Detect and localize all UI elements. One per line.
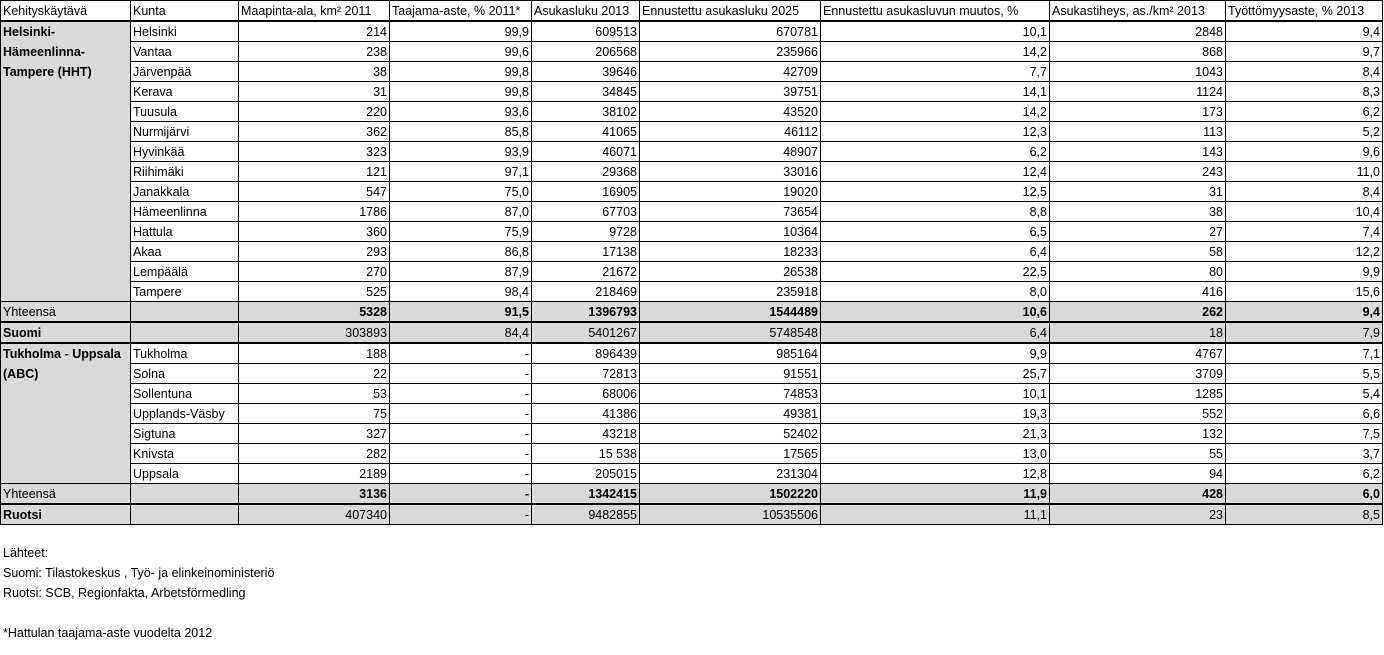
value-cell[interactable]: 74853 (640, 384, 821, 404)
municipality-cell[interactable]: Riihimäki (131, 162, 239, 182)
value-cell[interactable]: - (390, 364, 532, 384)
value-cell[interactable]: 670781 (640, 21, 821, 42)
value-cell[interactable]: 132 (1050, 424, 1226, 444)
table-row (1, 404, 1383, 424)
value-cell[interactable]: 10,4 (1226, 202, 1383, 222)
country-cell[interactable]: 84,4 (390, 322, 532, 343)
value-cell[interactable]: 9,6 (1226, 142, 1383, 162)
value-cell[interactable]: 99,8 (390, 62, 532, 82)
value-cell[interactable]: - (390, 424, 532, 444)
municipality-cell[interactable]: Nurmijärvi (131, 122, 239, 142)
value-cell[interactable]: 1285 (1050, 384, 1226, 404)
value-cell[interactable]: 5,4 (1226, 384, 1383, 404)
country-cell[interactable]: - (390, 504, 532, 525)
country-cell[interactable]: 7,9 (1226, 322, 1383, 343)
value-cell[interactable]: 18233 (640, 242, 821, 262)
value-cell[interactable]: 75 (239, 404, 390, 424)
value-cell[interactable]: 3,7 (1226, 444, 1383, 464)
total-label[interactable]: Yhteensä (1, 484, 131, 505)
value-cell[interactable]: 85,8 (390, 122, 532, 142)
column-header[interactable]: Kunta (131, 1, 239, 22)
value-cell[interactable]: 38102 (532, 102, 640, 122)
value-cell[interactable]: 42709 (640, 62, 821, 82)
value-cell[interactable]: 39751 (640, 82, 821, 102)
value-cell[interactable]: 4767 (1050, 343, 1226, 364)
column-header[interactable]: Taajama-aste, % 2011* (390, 1, 532, 22)
column-header[interactable]: Kehityskäytävä (1, 1, 131, 22)
value-cell[interactable]: 17138 (532, 242, 640, 262)
value-cell[interactable]: 12,4 (821, 162, 1050, 182)
value-cell[interactable]: 55 (1050, 444, 1226, 464)
value-cell[interactable]: 8,3 (1226, 82, 1383, 102)
country-cell[interactable]: 10535506 (640, 504, 821, 525)
table-row (1, 62, 1383, 82)
notes (3, 543, 274, 643)
value-cell[interactable]: 2189 (239, 464, 390, 484)
value-cell[interactable]: 10,1 (821, 384, 1050, 404)
value-cell[interactable]: - (390, 404, 532, 424)
country-cell[interactable]: 5401267 (532, 322, 640, 343)
value-cell[interactable]: 9,4 (1226, 21, 1383, 42)
value-cell[interactable]: 87,0 (390, 202, 532, 222)
value-cell[interactable]: 896439 (532, 343, 640, 364)
value-cell[interactable]: 143 (1050, 142, 1226, 162)
municipality-cell[interactable]: Järvenpää (131, 62, 239, 82)
total-cell[interactable]: - (390, 484, 532, 505)
value-cell[interactable]: 21,3 (821, 424, 1050, 444)
value-cell[interactable]: 360 (239, 222, 390, 242)
value-cell[interactable]: 416 (1050, 282, 1226, 302)
value-cell[interactable]: 5,2 (1226, 122, 1383, 142)
value-cell[interactable]: 238 (239, 42, 390, 62)
table-row (1, 122, 1383, 142)
value-cell[interactable]: 94 (1050, 464, 1226, 484)
municipality-cell[interactable]: Tampere (131, 282, 239, 302)
value-cell[interactable]: 46071 (532, 142, 640, 162)
value-cell[interactable]: 10,1 (821, 21, 1050, 42)
table-row (1, 444, 1383, 464)
table-row (1, 142, 1383, 162)
column-header[interactable]: Ennustettu asukasluku 2025 (640, 1, 821, 22)
value-cell[interactable]: 9,9 (1226, 262, 1383, 282)
value-cell[interactable]: 1124 (1050, 82, 1226, 102)
value-cell[interactable]: 99,8 (390, 82, 532, 102)
country-cell[interactable] (131, 322, 239, 343)
value-cell[interactable]: 552 (1050, 404, 1226, 424)
value-cell[interactable]: 10364 (640, 222, 821, 242)
value-cell[interactable]: 214 (239, 21, 390, 42)
value-cell[interactable]: 206568 (532, 42, 640, 62)
value-cell[interactable]: 93,9 (390, 142, 532, 162)
value-cell[interactable]: 41386 (532, 404, 640, 424)
value-cell[interactable]: 362 (239, 122, 390, 142)
country-cell[interactable] (131, 504, 239, 525)
municipality-cell[interactable]: Helsinki (131, 21, 239, 42)
value-cell[interactable]: 13,0 (821, 444, 1050, 464)
value-cell[interactable]: 34845 (532, 82, 640, 102)
value-cell[interactable]: 49381 (640, 404, 821, 424)
municipality-cell[interactable]: Vantaa (131, 42, 239, 62)
country-cell[interactable]: 5748548 (640, 322, 821, 343)
total-cell[interactable]: 1342415 (532, 484, 640, 505)
value-cell[interactable]: 17565 (640, 444, 821, 464)
value-cell[interactable]: 72813 (532, 364, 640, 384)
column-header[interactable]: Maapinta-ala, km² 2011 (239, 1, 390, 22)
municipality-cell[interactable]: Upplands-Väsby (131, 404, 239, 424)
value-cell[interactable]: 38 (1050, 202, 1226, 222)
value-cell[interactable]: 7,4 (1226, 222, 1383, 242)
notes-spacer (3, 603, 274, 623)
value-cell[interactable]: 113 (1050, 122, 1226, 142)
value-cell[interactable]: 58 (1050, 242, 1226, 262)
total-cell[interactable]: 262 (1050, 302, 1226, 323)
value-cell[interactable]: 22,5 (821, 262, 1050, 282)
value-cell[interactable]: 16905 (532, 182, 640, 202)
table-row (1, 162, 1383, 182)
municipality-cell[interactable]: Kerava (131, 82, 239, 102)
value-cell[interactable]: 46112 (640, 122, 821, 142)
value-cell[interactable]: 6,2 (1226, 464, 1383, 484)
value-cell[interactable]: 8,8 (821, 202, 1050, 222)
total-label[interactable]: Yhteensä (1, 302, 131, 323)
total-row (1, 302, 1383, 323)
country-cell[interactable]: 11,1 (821, 504, 1050, 525)
total-cell[interactable]: 1396793 (532, 302, 640, 323)
value-cell[interactable]: 6,2 (1226, 102, 1383, 122)
source-sweden: Ruotsi: SCB, Regionfakta, Arbetsförmedling (3, 586, 246, 600)
value-cell[interactable]: 5,5 (1226, 364, 1383, 384)
table-row (1, 282, 1383, 302)
country-label[interactable]: Ruotsi (1, 504, 131, 525)
table-body (1, 1, 1383, 525)
value-cell[interactable]: 868 (1050, 42, 1226, 62)
value-cell[interactable]: 27 (1050, 222, 1226, 242)
value-cell[interactable]: 9728 (532, 222, 640, 242)
value-cell[interactable]: 53 (239, 384, 390, 404)
value-cell[interactable]: 14,1 (821, 82, 1050, 102)
value-cell[interactable]: 15 538 (532, 444, 640, 464)
municipality-cell[interactable]: Akaa (131, 242, 239, 262)
total-cell[interactable]: 11,9 (821, 484, 1050, 505)
table-row (1, 262, 1383, 282)
value-cell[interactable]: 31 (239, 82, 390, 102)
region-label[interactable]: Tukholma - Uppsala (ABC) (1, 343, 131, 484)
table-row (1, 222, 1383, 242)
footnote: *Hattulan taajama-aste vuodelta 2012 (3, 626, 213, 640)
value-cell[interactable]: 93,6 (390, 102, 532, 122)
value-cell[interactable]: 6,4 (821, 242, 1050, 262)
country-cell[interactable]: 18 (1050, 322, 1226, 343)
total-cell[interactable]: 6,0 (1226, 484, 1383, 505)
table-row (1, 182, 1383, 202)
value-cell[interactable]: 97,1 (390, 162, 532, 182)
sources-title: Lähteet: (3, 546, 49, 560)
value-cell[interactable]: 1043 (1050, 62, 1226, 82)
column-header[interactable]: Ennustettu asukasluvun muutos, % (821, 1, 1050, 22)
value-cell[interactable]: 98,4 (390, 282, 532, 302)
country-row (1, 504, 1383, 525)
table-row (1, 384, 1383, 404)
municipality-cell[interactable]: Sigtuna (131, 424, 239, 444)
country-cell[interactable]: 6,4 (821, 322, 1050, 343)
value-cell[interactable]: 14,2 (821, 42, 1050, 62)
total-cell[interactable]: 3136 (239, 484, 390, 505)
total-cell[interactable]: 428 (1050, 484, 1226, 505)
value-cell[interactable]: 73654 (640, 202, 821, 222)
value-cell[interactable]: 220 (239, 102, 390, 122)
value-cell[interactable]: 2848 (1050, 21, 1226, 42)
value-cell[interactable]: 609513 (532, 21, 640, 42)
country-cell[interactable]: 407340 (239, 504, 390, 525)
value-cell[interactable]: 243 (1050, 162, 1226, 182)
country-cell[interactable]: 9482855 (532, 504, 640, 525)
country-cell[interactable]: 23 (1050, 504, 1226, 525)
value-cell[interactable]: 7,1 (1226, 343, 1383, 364)
value-cell[interactable]: 12,8 (821, 464, 1050, 484)
value-cell[interactable]: 235966 (640, 42, 821, 62)
value-cell[interactable]: 99,9 (390, 21, 532, 42)
value-cell[interactable]: 9,7 (1226, 42, 1383, 62)
value-cell[interactable]: 525 (239, 282, 390, 302)
value-cell[interactable]: 7,5 (1226, 424, 1383, 444)
value-cell[interactable]: 985164 (640, 343, 821, 364)
total-cell[interactable]: 1502220 (640, 484, 821, 505)
value-cell[interactable]: 6,6 (1226, 404, 1383, 424)
value-cell[interactable]: 38 (239, 62, 390, 82)
value-cell[interactable]: 173 (1050, 102, 1226, 122)
table-row (1, 82, 1383, 102)
table-row (1, 202, 1383, 222)
value-cell[interactable]: 33016 (640, 162, 821, 182)
table-row (1, 21, 1383, 42)
value-cell[interactable]: 67703 (532, 202, 640, 222)
value-cell[interactable]: 547 (239, 182, 390, 202)
table-row (1, 42, 1383, 62)
table-row (1, 364, 1383, 384)
total-cell[interactable] (131, 302, 239, 323)
value-cell[interactable]: 43520 (640, 102, 821, 122)
table-row (1, 242, 1383, 262)
value-cell[interactable]: 8,0 (821, 282, 1050, 302)
value-cell[interactable]: 41065 (532, 122, 640, 142)
municipality-cell[interactable]: Tukholma (131, 343, 239, 364)
column-header[interactable]: Asukasluku 2013 (532, 1, 640, 22)
municipality-cell[interactable]: Sollentuna (131, 384, 239, 404)
header-row (1, 1, 1383, 22)
value-cell[interactable]: 26538 (640, 262, 821, 282)
value-cell[interactable]: 121 (239, 162, 390, 182)
value-cell[interactable]: 3709 (1050, 364, 1226, 384)
total-cell[interactable]: 91,5 (390, 302, 532, 323)
value-cell[interactable]: 12,3 (821, 122, 1050, 142)
value-cell[interactable]: - (390, 464, 532, 484)
value-cell[interactable]: 22 (239, 364, 390, 384)
value-cell[interactable]: 327 (239, 424, 390, 444)
value-cell[interactable]: 1786 (239, 202, 390, 222)
total-row (1, 484, 1383, 505)
municipality-cell[interactable]: Tuusula (131, 102, 239, 122)
value-cell[interactable]: 205015 (532, 464, 640, 484)
value-cell[interactable]: - (390, 444, 532, 464)
source-finland: Suomi: Tilastokeskus , Työ- ja elinkeinoministeriö (3, 566, 275, 580)
municipality-cell[interactable]: Hämeenlinna (131, 202, 239, 222)
value-cell[interactable]: 75,9 (390, 222, 532, 242)
country-row (1, 322, 1383, 343)
value-cell[interactable]: 52402 (640, 424, 821, 444)
value-cell[interactable]: 91551 (640, 364, 821, 384)
value-cell[interactable]: 19020 (640, 182, 821, 202)
value-cell[interactable]: 7,7 (821, 62, 1050, 82)
value-cell[interactable]: 87,9 (390, 262, 532, 282)
value-cell[interactable]: 6,2 (821, 142, 1050, 162)
country-cell[interactable]: 8,5 (1226, 504, 1383, 525)
value-cell[interactable]: 15,6 (1226, 282, 1383, 302)
value-cell[interactable]: 6,5 (821, 222, 1050, 242)
value-cell[interactable]: - (390, 343, 532, 364)
value-cell[interactable]: 43218 (532, 424, 640, 444)
value-cell[interactable]: 218469 (532, 282, 640, 302)
value-cell[interactable]: 25,7 (821, 364, 1050, 384)
value-cell[interactable]: 282 (239, 444, 390, 464)
total-cell[interactable]: 5328 (239, 302, 390, 323)
value-cell[interactable]: 80 (1050, 262, 1226, 282)
country-label[interactable]: Suomi (1, 322, 131, 343)
value-cell[interactable]: 75,0 (390, 182, 532, 202)
value-cell[interactable]: 48907 (640, 142, 821, 162)
value-cell[interactable]: 8,4 (1226, 62, 1383, 82)
value-cell[interactable]: 39646 (532, 62, 640, 82)
municipality-cell[interactable]: Janakkala (131, 182, 239, 202)
country-cell[interactable]: 303893 (239, 322, 390, 343)
value-cell[interactable]: 21672 (532, 262, 640, 282)
value-cell[interactable]: 323 (239, 142, 390, 162)
total-cell[interactable]: 1544489 (640, 302, 821, 323)
municipality-cell[interactable]: Uppsala (131, 464, 239, 484)
value-cell[interactable]: 68006 (532, 384, 640, 404)
value-cell[interactable]: 8,4 (1226, 182, 1383, 202)
column-header[interactable]: Työttömyysaste, % 2013 (1226, 1, 1383, 22)
value-cell[interactable]: 12,5 (821, 182, 1050, 202)
table-row (1, 343, 1383, 364)
value-cell[interactable]: 86,8 (390, 242, 532, 262)
value-cell[interactable]: 235918 (640, 282, 821, 302)
region-label[interactable]: Helsinki-Hämeenlinna-Tampere (HHT) (1, 21, 131, 302)
value-cell[interactable]: 9,9 (821, 343, 1050, 364)
value-cell[interactable]: 12,2 (1226, 242, 1383, 262)
value-cell[interactable]: 270 (239, 262, 390, 282)
value-cell[interactable]: 188 (239, 343, 390, 364)
municipality-cell[interactable]: Hyvinkää (131, 142, 239, 162)
total-cell[interactable] (131, 484, 239, 505)
value-cell[interactable]: 293 (239, 242, 390, 262)
table-row (1, 464, 1383, 484)
value-cell[interactable]: - (390, 384, 532, 404)
value-cell[interactable]: 99,6 (390, 42, 532, 62)
total-cell[interactable]: 10,6 (821, 302, 1050, 323)
municipality-cell[interactable]: Solna (131, 364, 239, 384)
municipality-cell[interactable]: Lempäälä (131, 262, 239, 282)
table-row (1, 102, 1383, 122)
value-cell[interactable]: 31 (1050, 182, 1226, 202)
value-cell[interactable]: 19,3 (821, 404, 1050, 424)
value-cell[interactable]: 14,2 (821, 102, 1050, 122)
municipality-cell[interactable]: Hattula (131, 222, 239, 242)
total-cell[interactable]: 9,4 (1226, 302, 1383, 323)
municipality-cell[interactable]: Knivsta (131, 444, 239, 464)
value-cell[interactable]: 231304 (640, 464, 821, 484)
column-header[interactable]: Asukastiheys, as./km² 2013 (1050, 1, 1226, 22)
value-cell[interactable]: 11,0 (1226, 162, 1383, 182)
value-cell[interactable]: 29368 (532, 162, 640, 182)
table-row (1, 424, 1383, 444)
